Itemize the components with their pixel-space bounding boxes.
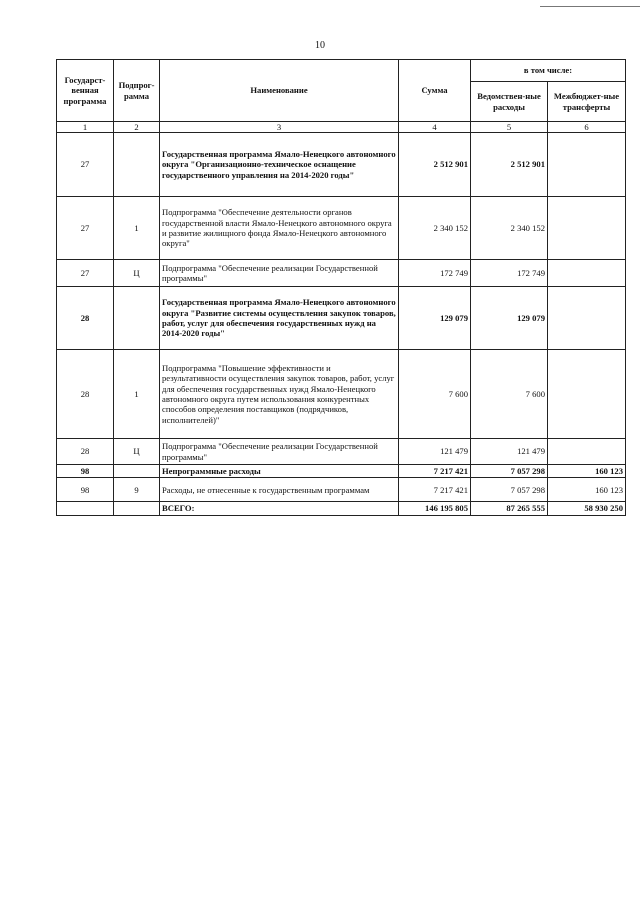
cell-sum: 172 749	[399, 260, 471, 287]
header-including: в том числе:	[471, 60, 626, 82]
cell-sum: 121 479	[399, 439, 471, 465]
column-number: 3	[160, 122, 399, 133]
cell-sum: 2 512 901	[399, 133, 471, 197]
column-number: 6	[548, 122, 626, 133]
cell-name: Подпрограмма "Обеспечение реализации Государственной программы"	[160, 260, 399, 287]
table-row	[57, 350, 626, 439]
cell-subprogram	[114, 133, 160, 197]
cell-departmental: 172 749	[471, 260, 548, 287]
table-row	[57, 260, 626, 287]
cell-gos-program: 27	[57, 133, 114, 197]
cell-name: Государственная программа Ямало-Ненецкого автономного округа "Развитие системы осуществления закупок товаров, работ, услуг для обеспечения государственных нужд на 2014-2020 годы"	[160, 287, 399, 350]
cell-departmental: 7 057 298	[471, 465, 548, 478]
table-row	[57, 439, 626, 465]
cell-departmental: 2 340 152	[471, 197, 548, 260]
cell-transfers: 160 123	[548, 465, 626, 478]
cell-departmental: 129 079	[471, 287, 548, 350]
cell-name: Подпрограмма "Обеспечение деятельности органов государственной власти Ямало-Ненецкого автономного округа и развитие жилищного фонда Ямало-Ненецкого автономного округа"	[160, 197, 399, 260]
cell-departmental: 7 600	[471, 350, 548, 439]
scan-edge-line	[540, 6, 640, 7]
cell-gos-program	[57, 502, 114, 515]
header-gos-program: Государст-венная программа	[57, 60, 114, 122]
table-row	[57, 287, 626, 350]
cell-subprogram	[114, 502, 160, 515]
page-number: 10	[315, 40, 325, 51]
cell-transfers	[548, 439, 626, 465]
cell-transfers: 160 123	[548, 478, 626, 502]
cell-subprogram: Ц	[114, 439, 160, 465]
table-row	[57, 465, 626, 478]
cell-departmental: 121 479	[471, 439, 548, 465]
cell-name: Расходы, не отнесенные к государственным программам	[160, 478, 399, 502]
cell-sum: 2 340 152	[399, 197, 471, 260]
table-row	[57, 478, 626, 502]
cell-transfers	[548, 197, 626, 260]
table-row	[57, 133, 626, 197]
header-subprogram: Подпрог-рамма	[114, 60, 160, 122]
cell-subprogram: 1	[114, 350, 160, 439]
header-interbudget-transfers: Межбюджет-ные трансферты	[548, 82, 626, 122]
cell-transfers	[548, 133, 626, 197]
cell-subprogram: 9	[114, 478, 160, 502]
cell-name: Непрограммные расходы	[160, 465, 399, 478]
budget-table	[56, 59, 626, 516]
cell-gos-program: 28	[57, 350, 114, 439]
table-row	[57, 197, 626, 260]
cell-gos-program: 27	[57, 260, 114, 287]
cell-name: ВСЕГО:	[160, 502, 399, 515]
cell-gos-program: 98	[57, 465, 114, 478]
cell-gos-program: 98	[57, 478, 114, 502]
cell-name: Подпрограмма "Обеспечение реализации Государственной программы"	[160, 439, 399, 465]
cell-transfers	[548, 350, 626, 439]
cell-departmental: 7 057 298	[471, 478, 548, 502]
cell-subprogram: Ц	[114, 260, 160, 287]
cell-gos-program: 28	[57, 287, 114, 350]
header-name: Наименование	[160, 60, 399, 122]
cell-sum: 7 217 421	[399, 465, 471, 478]
cell-gos-program: 27	[57, 197, 114, 260]
cell-name: Государственная программа Ямало-Ненецкого автономного округа "Организационно-техническое оснащение государственного управления на 2014-2020 годы"	[160, 133, 399, 197]
cell-transfers	[548, 260, 626, 287]
header-sum: Сумма	[399, 60, 471, 122]
cell-name: Подпрограмма "Повышение эффективности и результативности осуществления закупок товаров, работ, услуг для обеспечения государственных нужд Ямало-Ненецкого автономного округа путем использования конкурентных способов определения поставщиков (подрядчиков, исполнителей)"	[160, 350, 399, 439]
column-number-row	[57, 122, 626, 133]
cell-sum: 129 079	[399, 287, 471, 350]
cell-sum: 7 217 421	[399, 478, 471, 502]
total-row	[57, 502, 626, 515]
column-number: 1	[57, 122, 114, 133]
column-number: 5	[471, 122, 548, 133]
cell-departmental: 87 265 555	[471, 502, 548, 515]
cell-subprogram	[114, 287, 160, 350]
cell-transfers	[548, 287, 626, 350]
header-departmental-expenses: Ведомствен-ные расходы	[471, 82, 548, 122]
column-number: 2	[114, 122, 160, 133]
cell-subprogram	[114, 465, 160, 478]
cell-transfers: 58 930 250	[548, 502, 626, 515]
cell-sum: 146 195 805	[399, 502, 471, 515]
cell-departmental: 2 512 901	[471, 133, 548, 197]
cell-gos-program: 28	[57, 439, 114, 465]
column-number: 4	[399, 122, 471, 133]
cell-subprogram: 1	[114, 197, 160, 260]
cell-sum: 7 600	[399, 350, 471, 439]
